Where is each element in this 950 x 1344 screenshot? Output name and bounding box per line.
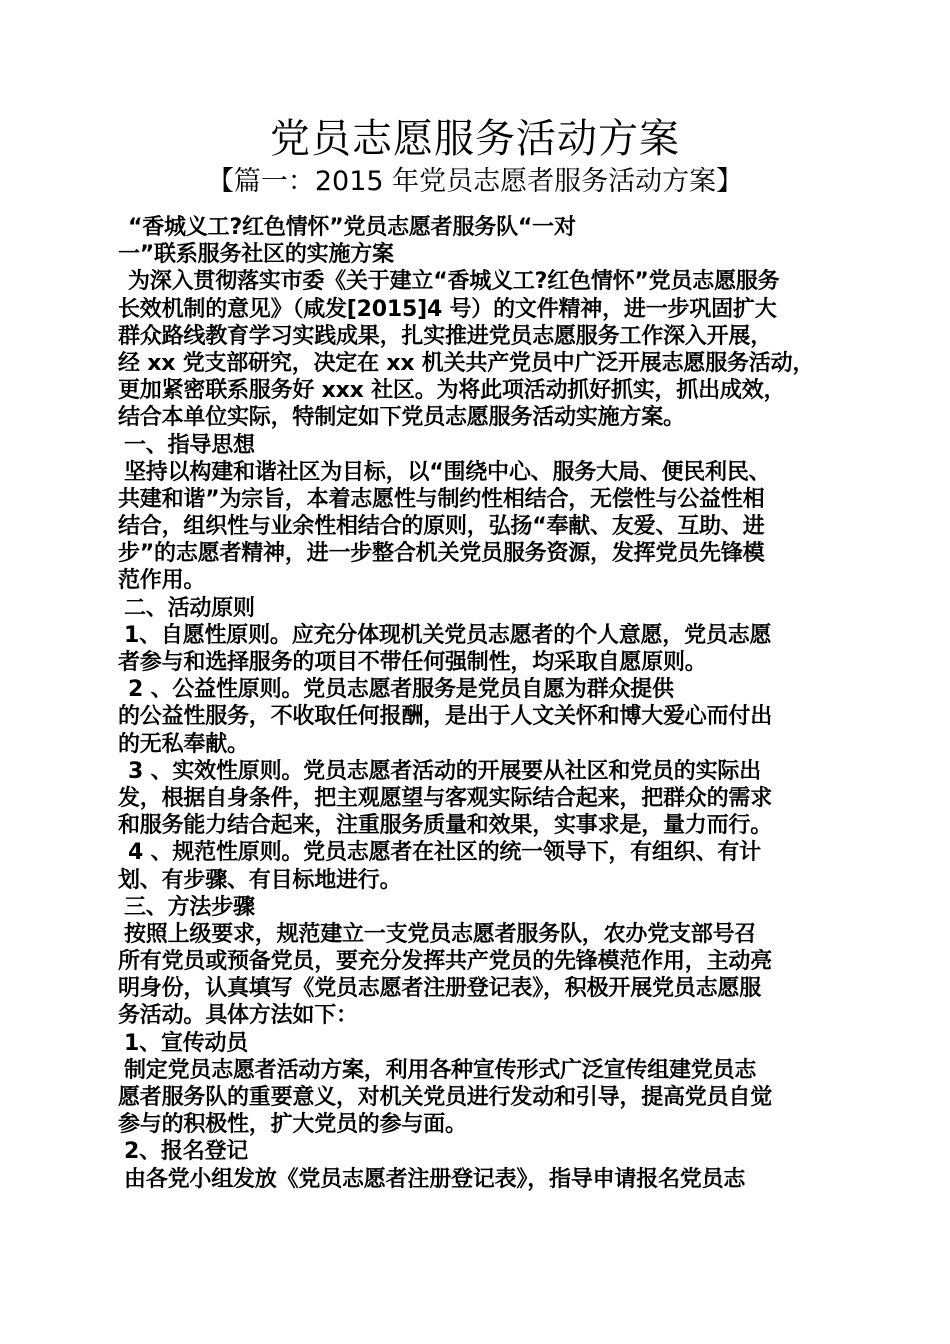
- document-subtitle: 【篇一：2015 年党员志愿者服务活动方案】: [206, 166, 744, 197]
- text-line: 由各党小组发放《党员志愿者注册登记表》，指导申请报名党员志: [124, 1166, 746, 1192]
- text-line: 结合，组织性与业余性相结合的原则，弘扬“奉献、友爱、互助、进: [118, 514, 765, 540]
- text-line: 明身份，认真填写《党员志愿者注册登记表》，积极开展党员志愿服: [118, 976, 762, 1002]
- section-heading: 一、指导思想: [124, 432, 255, 458]
- text-line: 发，根据自身条件，把主观愿望与客观实际结合起来，把群众的需求: [118, 785, 773, 811]
- text-line: 为深入贯彻落实市委《关于建立“香城义工?红色情怀”党员志愿服务: [128, 269, 780, 295]
- text-line: 制定党员志愿者活动方案，利用各种宣传形式广泛宣传组建党员志: [124, 1057, 757, 1083]
- text-line: 一”联系服务社区的实施方案: [118, 242, 394, 268]
- text-line: 的公益性服务，不收取任何报酬，是出于人文关怀和博大爱心而付出: [118, 704, 773, 730]
- section-heading: 三、方法步骤: [124, 894, 255, 920]
- text-line: 划、有步骤、有目标地进行。: [118, 867, 402, 893]
- subsection-heading: 1、宣传动员: [124, 1030, 249, 1056]
- text-line: 2 、公益性原则。党员志愿者服务是党员自愿为群众提供: [128, 677, 674, 703]
- text-line: 所有党员或预备党员，要充分发挥共产党员的先锋模范作用，主动亮: [118, 949, 773, 975]
- text-line: 共建和谐”为宗旨，本着志愿性与制约性相结合，无偿性与公益性相: [118, 486, 765, 512]
- text-line: 的无私奉献。: [118, 731, 249, 757]
- document-body: [118, 214, 848, 1193]
- text-line: “香城义工?红色情怀”党员志愿者服务队“一对: [128, 215, 576, 240]
- text-line: 范作用。: [118, 568, 206, 594]
- text-line: 长效机制的意见》（咸发[2015]4 号）的文件精神，进一步巩固扩大: [118, 296, 777, 322]
- text-line: 务活动。具体方法如下：: [118, 1003, 358, 1029]
- text-line: 坚持以构建和谐社区为目标，以“围绕中心、服务大局、便民利民、: [124, 459, 771, 485]
- text-line: 群众路线教育学习实践成果，扎实推进党员志愿服务工作深入开展，: [118, 323, 773, 349]
- text-line: 更加紧密联系服务好 xxx 社区。为将此项活动抓好抓实，抓出成效，: [118, 378, 786, 404]
- section-heading: 二、活动原则: [124, 595, 255, 621]
- text-line: 3 、实效性原则。党员志愿者活动的开展要从社区和党员的实际出: [128, 758, 761, 784]
- text-line: 1、自愿性原则。应充分体现机关党员志愿者的个人意愿，党员志愿: [124, 622, 772, 648]
- text-line: 愿者服务队的重要意义，对机关党员进行发动和引导，提高党员自觉: [118, 1085, 773, 1110]
- text-line: 经 xx 党支部研究，决定在 xx 机关共产党员中广泛开展志愿服务活动，: [118, 350, 815, 376]
- subsection-heading: 2、报名登记: [124, 1139, 249, 1165]
- text-line: 4 、规范性原则。党员志愿者在社区的统一领导下，有组织、有计: [128, 840, 761, 866]
- text-line: 步”的志愿者精神，进一步整合机关党员服务资源，发挥党员先锋模: [118, 541, 765, 567]
- document-title: 党员志愿服务活动方案: [270, 116, 680, 162]
- text-line: 者参与和选择服务的项目不带任何强制性，均采取自愿原则。: [118, 650, 707, 675]
- text-line: 按照上级要求，规范建立一支党员志愿者服务队，农办党支部号召: [124, 921, 757, 947]
- text-line: 和服务能力结合起来，注重服务质量和效果，实事求是，量力而行。: [118, 813, 773, 839]
- text-line: 结合本单位实际，特制定如下党员志愿服务活动实施方案。: [118, 405, 685, 431]
- text-line: 参与的积极性，扩大党员的参与面。: [118, 1112, 467, 1138]
